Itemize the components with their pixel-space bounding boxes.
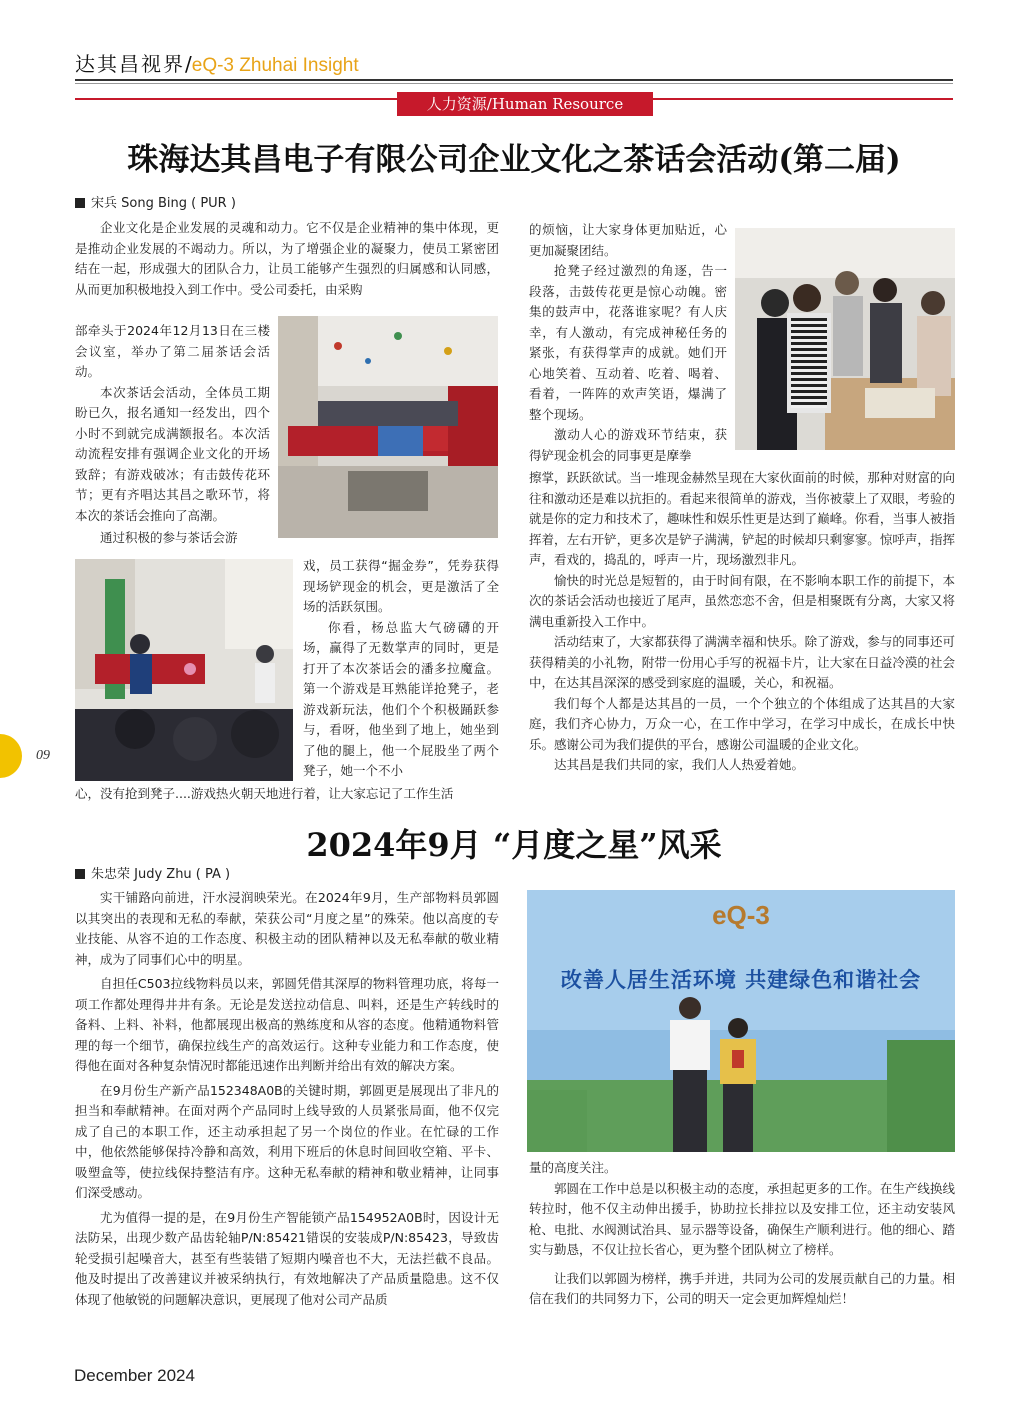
article1-col2-narrow <box>529 220 727 466</box>
paragraph: 实干铺路向前进，汗水浸润映荣光。在2024年9月，生产部物料员郭圆以其突出的表现和无私的奉献，荣获公司“月度之星”的殊荣。他以高度的专业技能、从容不迫的工作态度、积极主动的团队精神以及无私奉献的敬业精神，成为了同事们心中的明星。 <box>75 890 499 967</box>
bullet-square-icon <box>75 198 85 208</box>
paragraph: 让我们以郭圆为榜样，携手并进，共同为公司的发展贡献自己的力量。相信在我们的共同努力下，公司的明天一定会更加辉煌灿烂！ <box>529 1270 955 1306</box>
article1-col1-top <box>75 218 499 300</box>
paragraph: 你看，杨总监大气磅礴的开场，赢得了无数掌声的同时，更是打开了本次茶话会的潘多拉魔盒。第一个游戏是耳熟能详抢凳子，老游戏新玩法，他们个个积极踊跃参与，看呀，他坐到了地上，她坐到了他的腿上，他一个屁股坐了两个凳子，她一个不小 <box>303 619 499 778</box>
footer-date: December 2024 <box>74 1366 195 1385</box>
paragraph: 尤为值得一提的是，在9月份生产智能锁产品154952A0B时，因设计无法防呆，出现少数产品齿轮轴P/N:85421错误的安装成P/N:85423，导致齿轮受损引起噪音大，甚至有些装错了短期内噪音也不大，无法拦截不良品。他及时提出了改善建议并被采纳执行，有效地解决了产品质量隐患。这不仅体现了他敏锐的问题解决意识，更展现了他对公司产品质 <box>75 1209 499 1307</box>
paragraph: 心，没有抢到凳子....游戏热火朝天地进行着，让大家忘记了工作生活 <box>75 786 454 801</box>
header-divider-thin <box>75 83 953 84</box>
bullet-square-icon <box>75 869 85 879</box>
header-divider <box>75 79 953 81</box>
photo-logo-text: eQ-3 <box>712 900 770 930</box>
article1-author: 宋兵 Song Bing ( PUR ) <box>75 195 236 213</box>
paragraph: 愉快的时光总是短暂的，由于时间有限，在不影响本职工作的前提下，本次的茶话会活动也接近了尾声，虽然恋恋不舍，但是相聚既有分离，大家又将满电重新投入工作中。 <box>529 572 955 629</box>
photo-meeting-room <box>278 316 498 538</box>
paragraph: 激动人心的游戏环节结束，获得铲现金机会的同事更是摩拳 <box>529 427 727 463</box>
magazine-brand-en: eQ-3 Zhuhai Insight <box>191 55 359 76</box>
paragraph: 抢凳子经过激烈的角逐，告一段落，击鼓传花更是惊心动魄。密集的鼓声中，花落谁家呢？有人庆幸，有人激动，有完成神秘任务的紧张，有获得掌声的成就。她们开心地笑着、互动着、吃着、喝着、看着，一阵阵的欢声笑语，爆满了整个现场。 <box>529 263 727 422</box>
paragraph: 戏，员工获得“掘金券”，凭券获得现场铲现金的机会，更是激活了全场的活跃氛围。 <box>303 558 499 614</box>
paragraph: 量的高度关注。 <box>529 1160 617 1175</box>
paragraph: 企业文化是企业发展的灵魂和动力。它不仅是企业精神的集中体现，更是推动企业发展的不竭动力。所以，为了增强企业的凝聚力，使员工紧密团结在一起，形成强大的团队合力，让员工能够产生强烈的归属感和认同感，从而更加积极地投入到工作中。受公司委托，由采购 <box>75 220 499 297</box>
paragraph: 擦掌，跃跃欲试。当一堆现金赫然呈现在大家伙面前的时候，那种对财富的向往和激动还是难以抗拒的。看起来很简单的游戏，当你被蒙上了双眼，考验的就是你的定力和技术了，趣味性和娱乐性更是达到了巅峰。你看，当事人被指挥着，左右开铲，更多次是铲子满满，铲起的时候却只剩寥寥。惊呼声，指挥声，看戏的，捣乱的，呼声一片，现场激烈非凡。 <box>529 470 955 567</box>
paragraph: 的烦恼，让大家身体更加贴近，心更加凝聚团结。 <box>529 222 727 258</box>
paragraph: 达其昌是我们共同的家，我们人人热爱着她。 <box>554 757 805 772</box>
photo-award <box>527 890 955 1152</box>
article1-title: 珠海达其昌电子有限公司企业文化之茶话会活动(第二届) <box>127 142 901 178</box>
section-tag: 人力资源/Human Resource <box>397 92 653 116</box>
article2-col1 <box>75 888 499 1310</box>
article1-col2-full <box>529 468 955 776</box>
article2-title: 2024年9月 “月度之星”风采 <box>306 826 722 864</box>
article1-col1-narrow <box>75 321 270 549</box>
paragraph: 通过积极的参与茶话会游 <box>100 530 238 545</box>
paragraph: 自担任C503拉线物料员以来，郭圆凭借其深厚的物料管理功底，将每一项工作都处理得井井有条。无论是发送拉动信息、叫料，还是生产转线时的备料、上料、补料，他都展现出极高的熟练度和从容的态度。他精通物料管理的每一个细节，确保拉线生产的高效运行。这种专业能力和工作态度，使得他在面对各种复杂情况时都能迅速作出判断并给出有效的解决方案。 <box>75 976 499 1073</box>
article1-col1-right-of-photo <box>303 556 499 782</box>
magazine-brand: 达其昌视界 <box>75 52 185 76</box>
photo-cash-game <box>735 228 955 450</box>
paragraph: 郭圆在工作中总是以积极主动的态度，承担起更多的工作。在生产线换线转拉时，他不仅主动伸出援手，协助拉长排拉以及安排工位，还主动安装风枪、电批、水阀测试治具、显示器等设备，确保生产顺利进行。他的细心、踏实与勤恳，不仅让拉长省心，更为整个团队树立了榜样。 <box>529 1180 955 1257</box>
paragraph: 我们每个人都是达其昌的一员，一个个独立的个体组成了达其昌的大家庭，我们齐心协力，万众一心，在工作中学习，在学习中成长，在成长中快乐。感谢公司为我们提供的平台，感谢公司温暖的企业文化。 <box>529 695 955 752</box>
article2-author: 朱忠荣 Judy Zhu ( PA ) <box>75 866 230 884</box>
article1-col1-bottom <box>75 784 499 805</box>
magazine-header: 达其昌视界/eQ-3 Zhuhai Insight <box>75 52 359 76</box>
article2-col2 <box>529 1158 955 1310</box>
page-number: 09 <box>36 748 50 763</box>
photo-banner-text: 改善人居生活环境 共建绿色和谐社会 <box>560 967 922 992</box>
paragraph: 部牵头于2024年12月13日在三楼会议室，举办了第二届茶话会活动。 <box>75 323 270 379</box>
photo-game-event <box>75 559 293 781</box>
paragraph: 本次茶话会活动，全体员工期盼已久，报名通知一经发出，四个小时不到就完成满额报名。本次活动流程安排有强调企业文化的开场致辞；有游戏破冰；有击鼓传花环节；更有齐唱达其昌之歌环节，将本次的茶话会推向了高潮。 <box>75 384 270 523</box>
paragraph: 活动结束了，大家都获得了满满幸福和快乐。除了游戏，参与的同事还可获得精美的小礼物，附带一份用心手写的祝福卡片，让大家在日益冷漠的社会中，在达其昌深深的感受到家庭的温暖，关心，和祝福。 <box>529 634 955 690</box>
paragraph: 在9月份生产新产品152348A0B的关键时期，郭圆更是展现出了非凡的担当和奉献精神。在面对两个产品同时上线导致的人员紧张局面，他不仅完成了自己的本职工作，还主动承担起了另一个岗位的作业。在忙碌的工作中，他依然能够保持冷静和高效，利用下班后的休息时间回收空箱、平卡、吸塑盒等，使拉线保持整洁有序。这种无私奉献的精神和敬业精神，让同事们深受感动。 <box>75 1082 499 1200</box>
page-number-tab <box>0 734 22 778</box>
